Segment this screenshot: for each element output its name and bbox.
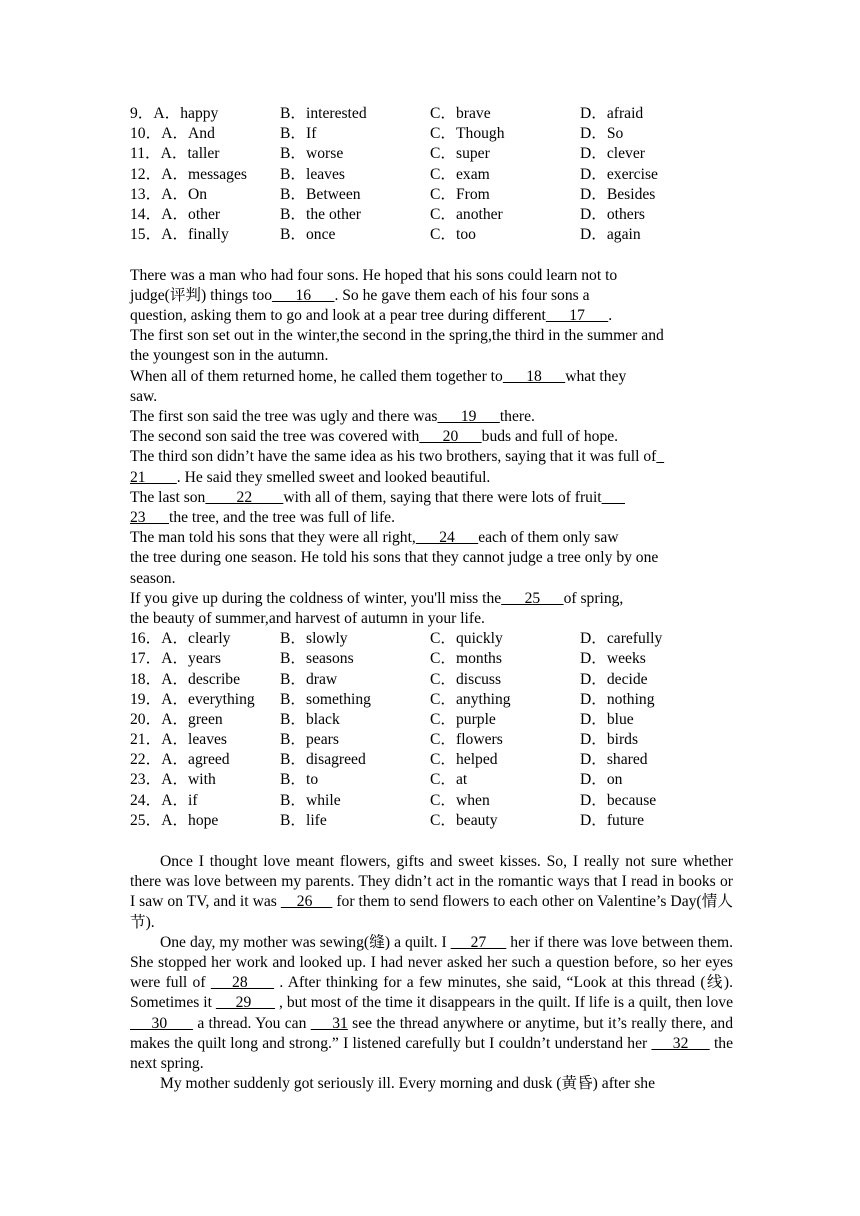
question-row bbox=[130, 225, 733, 245]
option-a[interactable]: 25．A．hope bbox=[130, 811, 219, 829]
option-d[interactable]: D．nothing bbox=[580, 690, 655, 708]
paragraph-1: Once I thought love meant flowers, gifts and sweet kisses. So, I really not sure whether there was love between my parents. They didn’t act in the romantic ways that I read in books or I saw on TV, and it was 26 for them to send flowers to each other on Valentine’s Day(情人节). bbox=[130, 853, 733, 931]
option-d[interactable]: D．carefully bbox=[580, 630, 663, 648]
option-a[interactable]: 9．A．happy bbox=[130, 105, 219, 122]
question-row bbox=[130, 205, 733, 225]
option-a[interactable]: 18．A．describe bbox=[130, 670, 240, 688]
option-b[interactable]: B．slowly bbox=[280, 630, 348, 648]
passage-line: The first son said the tree was ugly and there was 19 there. bbox=[130, 407, 535, 425]
question-row bbox=[130, 690, 733, 710]
blank-19[interactable]: 19 bbox=[437, 407, 500, 425]
option-b[interactable]: B．If bbox=[280, 125, 317, 143]
passage-3 bbox=[130, 852, 733, 1094]
document-content bbox=[130, 104, 733, 1094]
option-d[interactable]: D．So bbox=[580, 125, 624, 143]
option-d[interactable]: D．exercise bbox=[580, 165, 658, 183]
passage-line: The second son said the tree was covered with 20 buds and full of hope. bbox=[130, 428, 619, 446]
option-b[interactable]: B．once bbox=[280, 226, 336, 244]
question-row bbox=[130, 104, 733, 124]
option-a[interactable]: 12．A．messages bbox=[130, 165, 247, 183]
option-a[interactable]: 23．A．with bbox=[130, 771, 216, 789]
option-a[interactable]: 15．A．finally bbox=[130, 226, 229, 244]
option-b[interactable]: B．black bbox=[280, 710, 340, 728]
option-d[interactable]: D．weeks bbox=[580, 650, 646, 668]
option-b[interactable]: B．disagreed bbox=[280, 751, 366, 769]
option-a[interactable]: 19．A．everything bbox=[130, 690, 255, 708]
option-c[interactable]: C．From bbox=[430, 185, 490, 203]
blank-32[interactable]: 32 bbox=[651, 1034, 710, 1052]
passage-line: When all of them returned home, he called them together to 18 what they bbox=[130, 367, 627, 385]
blank-20[interactable]: 20 bbox=[419, 428, 482, 446]
passage-line: question, asking them to go and look at a pear tree during different 17 . bbox=[130, 306, 613, 324]
option-a[interactable]: 14．A．other bbox=[130, 205, 221, 223]
option-c[interactable]: C．super bbox=[430, 145, 490, 163]
blank-21[interactable]: 21 bbox=[130, 468, 177, 486]
option-d[interactable]: D．birds bbox=[580, 731, 639, 749]
option-b[interactable]: B．interested bbox=[280, 105, 367, 122]
option-a[interactable]: 17．A．years bbox=[130, 650, 221, 668]
option-b[interactable]: B．while bbox=[280, 791, 341, 809]
option-b[interactable]: B．seasons bbox=[280, 650, 354, 668]
passage-line: the tree during one season. He told his sons that they cannot judge a tree only by one bbox=[130, 549, 659, 567]
passage-2 bbox=[130, 266, 733, 630]
option-b[interactable]: B．Between bbox=[280, 185, 361, 203]
option-a[interactable]: 10．A．And bbox=[130, 125, 215, 143]
question-row bbox=[130, 165, 733, 185]
blank-17[interactable]: 17 bbox=[545, 306, 609, 324]
option-d[interactable]: D．decide bbox=[580, 670, 648, 688]
option-d[interactable]: D．Besides bbox=[580, 185, 656, 203]
option-b[interactable]: B．life bbox=[280, 811, 327, 829]
option-c[interactable]: C．months bbox=[430, 650, 502, 668]
option-d[interactable]: D．others bbox=[580, 205, 645, 223]
option-d[interactable]: D．on bbox=[580, 771, 623, 789]
passage-line: the youngest son in the autumn. bbox=[130, 347, 329, 365]
option-d[interactable]: D．again bbox=[580, 226, 641, 244]
option-c[interactable]: C．flowers bbox=[430, 731, 503, 749]
blank-26[interactable]: 26 bbox=[280, 893, 333, 911]
passage-line: judge(评判) things too 16 . So he gave them each of his four sons a bbox=[130, 286, 590, 304]
passage-line: There was a man who had four sons. He hoped that his sons could learn not to bbox=[130, 266, 618, 284]
option-d[interactable]: D．blue bbox=[580, 710, 634, 728]
option-c[interactable]: C．too bbox=[430, 226, 476, 244]
option-c[interactable]: C．helped bbox=[430, 751, 498, 769]
option-c[interactable]: C．anything bbox=[430, 690, 511, 708]
question-row bbox=[130, 770, 733, 790]
question-row bbox=[130, 811, 733, 831]
option-b[interactable]: B．leaves bbox=[280, 165, 345, 183]
passage-line: season. bbox=[130, 569, 176, 587]
blank-28[interactable]: 28 bbox=[210, 974, 275, 992]
option-a[interactable]: 21．A．leaves bbox=[130, 731, 228, 749]
question-row bbox=[130, 649, 733, 669]
option-b[interactable]: B．draw bbox=[280, 670, 338, 688]
option-c[interactable]: C．brave bbox=[430, 105, 491, 122]
option-c[interactable]: C．beauty bbox=[430, 811, 498, 829]
blank-23[interactable]: 23 bbox=[130, 508, 169, 526]
blank-18[interactable]: 18 bbox=[502, 367, 566, 385]
option-b[interactable]: B．the other bbox=[280, 205, 361, 223]
option-d[interactable]: D．future bbox=[580, 811, 645, 829]
option-d[interactable]: D．shared bbox=[580, 751, 648, 769]
blank-30[interactable]: 30 bbox=[130, 1014, 194, 1032]
option-b[interactable]: B．pears bbox=[280, 731, 339, 749]
option-a[interactable]: 11．A．taller bbox=[130, 145, 220, 163]
blank-27[interactable]: 27 bbox=[450, 933, 507, 951]
question-row bbox=[130, 185, 733, 205]
question-row bbox=[130, 144, 733, 164]
option-d[interactable]: D．clever bbox=[580, 145, 645, 163]
blank-23-start[interactable] bbox=[602, 489, 625, 506]
option-b[interactable]: B．something bbox=[280, 690, 371, 708]
option-d[interactable]: D．afraid bbox=[580, 105, 644, 122]
option-c[interactable]: C．quickly bbox=[430, 630, 503, 648]
passage-line: The last son 22 with all of them, saying that there were lots of fruit bbox=[130, 488, 733, 508]
options-block-1 bbox=[130, 104, 733, 245]
blank-21-start[interactable] bbox=[656, 448, 664, 465]
option-a[interactable]: 20．A．green bbox=[130, 710, 223, 728]
blank-25[interactable]: 25 bbox=[501, 589, 564, 607]
question-row bbox=[130, 124, 733, 144]
question-row bbox=[130, 791, 733, 811]
options-block-2 bbox=[130, 629, 733, 831]
option-a[interactable]: 24．A．if bbox=[130, 791, 198, 809]
blank-31[interactable]: 31 bbox=[310, 1014, 348, 1032]
passage-line: The first son set out in the winter,the second in the spring,the third in the summer and bbox=[130, 327, 664, 345]
question-row bbox=[130, 730, 733, 750]
question-row bbox=[130, 670, 733, 690]
option-c[interactable]: C．another bbox=[430, 205, 503, 223]
option-d[interactable]: D．because bbox=[580, 791, 657, 809]
question-row bbox=[130, 710, 733, 730]
option-a[interactable]: 16．A．clearly bbox=[130, 630, 231, 648]
paragraph-3: My mother suddenly got seriously ill. Every morning and dusk (黄昏) after she bbox=[160, 1075, 656, 1093]
question-row bbox=[130, 629, 733, 649]
option-a[interactable]: 13．A．On bbox=[130, 185, 208, 203]
option-c[interactable]: C．discuss bbox=[430, 670, 502, 688]
blank-22[interactable]: 22 bbox=[205, 488, 284, 506]
option-c[interactable]: C．at bbox=[430, 771, 468, 789]
blank-29[interactable]: 29 bbox=[215, 994, 276, 1012]
blank-16[interactable]: 16 bbox=[272, 286, 335, 304]
option-c[interactable]: C．purple bbox=[430, 710, 496, 728]
option-b[interactable]: B．worse bbox=[280, 145, 344, 163]
passage-line: 21 . He said they smelled sweet and looked beautiful. bbox=[130, 468, 491, 486]
blank-24[interactable]: 24 bbox=[415, 529, 479, 547]
option-b[interactable]: B．to bbox=[280, 771, 319, 789]
paragraph-2: One day, my mother was sewing(缝) a quilt. I 27 her if there was love between them. She stopped her work and looked up. I had never asked her such a question before, so her eyes were full of 28 . After thinking for a few minutes, she said, “Look at this thread (线). Sometimes it 29 , but most of the time it disappears in the quilt. If life is a quilt, then love 30 a thread. You can 31 see the thread anywhere or anytime, but it’s really there, and makes the quilt long and strong.” I listened carefully but I couldn’t understand her 32 the next spring. bbox=[130, 933, 734, 1073]
option-c[interactable]: C．exam bbox=[430, 165, 490, 183]
passage-line: saw. bbox=[130, 387, 158, 405]
option-c[interactable]: C．when bbox=[430, 791, 490, 809]
passage-line: the beauty of summer,and harvest of autumn in your life. bbox=[130, 609, 485, 627]
passage-line: If you give up during the coldness of winter, you'll miss the 25 of spring, bbox=[130, 589, 624, 607]
passage-line: The third son didn’t have the same idea as his two brothers, saying that it was full of bbox=[130, 447, 733, 467]
passage-line: The man told his sons that they were all right, 24 each of them only saw bbox=[130, 529, 619, 547]
passage-line: 23 the tree, and the tree was full of life. bbox=[130, 508, 395, 526]
question-row bbox=[130, 750, 733, 770]
option-c[interactable]: C．Though bbox=[430, 125, 505, 143]
option-a[interactable]: 22．A．agreed bbox=[130, 751, 230, 769]
